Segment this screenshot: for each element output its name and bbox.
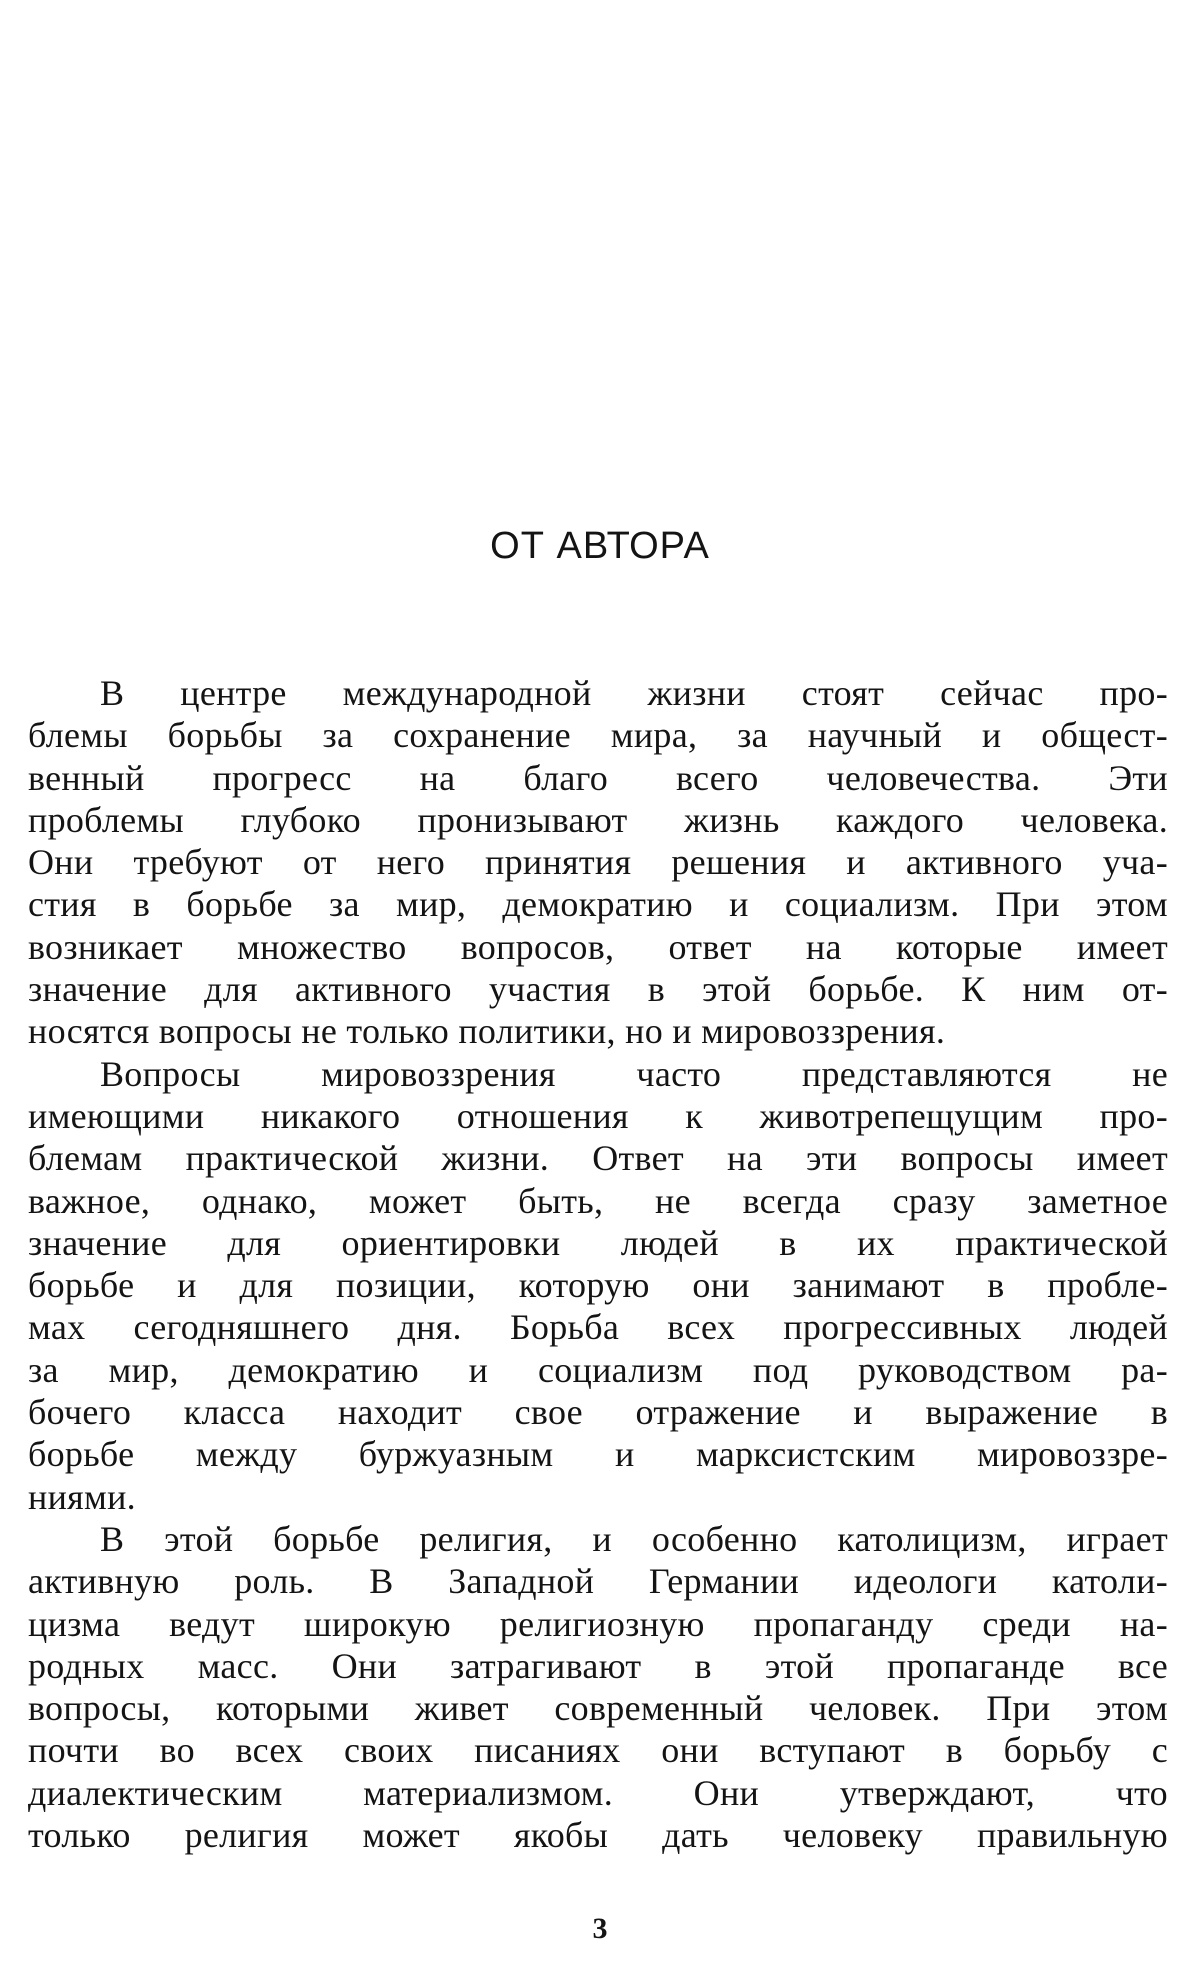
text-line: бочего класса находит свое отражение и выражение в — [28, 1392, 1168, 1433]
text-line: диалектическим материализмом. Они утверждают, что — [28, 1772, 1168, 1813]
text-line: значение для ориентировки людей в их практической — [28, 1222, 1168, 1263]
text-line: носятся вопросы не только политики, но и мировоззрения. — [28, 1011, 946, 1052]
text-line: родных масс. Они затрагивают в этой пропаганде все — [28, 1645, 1168, 1686]
text-line: Вопросы мировоззрения часто представляются не — [100, 1053, 1168, 1094]
text-line: блемы борьбы за сохранение мира, за научный и общест- — [28, 715, 1168, 756]
text-line: возникает множество вопросов, ответ на которые имеет — [28, 926, 1168, 967]
text-line: значение для активного участия в этой борьбе. К ним от- — [28, 969, 1168, 1010]
text-line: венный прогресс на благо всего человечества. Эти — [28, 757, 1168, 798]
chapter-heading: ОТ АВТОРА — [490, 525, 710, 567]
text-line: только религия может якобы дать человеку правильную — [28, 1815, 1168, 1856]
text-line: блемам практической жизни. Ответ на эти вопросы имеет — [28, 1138, 1168, 1179]
text-line: цизма ведут широкую религиозную пропаганду среди на- — [28, 1603, 1168, 1644]
text-line: вопросы, которыми живет современный человек. При этом — [28, 1688, 1168, 1729]
text-line: активную роль. В Западной Германии идеологи католи- — [28, 1561, 1168, 1602]
text-line: В центре международной жизни стоят сейчас про- — [100, 673, 1168, 713]
text-line: имеющими никакого отношения к животрепещущим про- — [28, 1095, 1168, 1136]
text-line: борьбе между буржуазным и марксистским мировоззре- — [28, 1434, 1168, 1475]
text-line: стия в борьбе за мир, демократию и социализм. При этом — [28, 884, 1168, 925]
text-line: за мир, демократию и социализм под руководством ра- — [28, 1349, 1168, 1390]
text-line: почти во всех своих писаниях они вступают в борьбу с — [28, 1730, 1168, 1771]
text-line: В этой борьбе религия, и особенно католицизм, играет — [100, 1518, 1168, 1559]
body-text — [28, 672, 1168, 1856]
text-line: мах сегодняшнего дня. Борьба всех прогрессивных людей — [28, 1307, 1168, 1348]
text-line: борьбе и для позиции, которую они занимают в пробле- — [28, 1265, 1168, 1306]
text-line: ниями. — [28, 1476, 136, 1517]
page-number: 3 — [592, 1912, 608, 1945]
text-line: важное, однако, может быть, не всегда сразу заметное — [28, 1180, 1168, 1221]
text-line: проблемы глубоко пронизывают жизнь каждого человека. — [28, 799, 1168, 840]
text-line: Они требуют от него принятия решения и активного уча- — [28, 842, 1168, 883]
